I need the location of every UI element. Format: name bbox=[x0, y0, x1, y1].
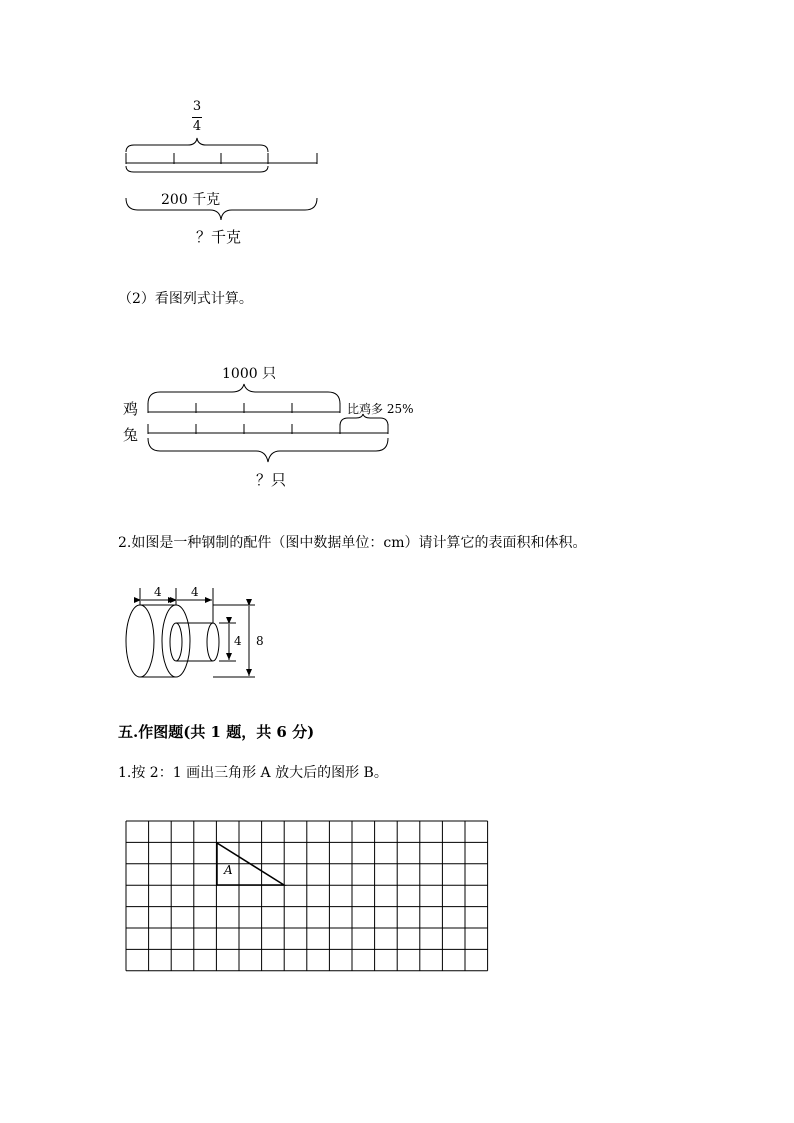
brace-under-3 bbox=[126, 166, 268, 172]
dim-label-large-diameter: 8 bbox=[256, 634, 264, 648]
brace-top-1000 bbox=[148, 384, 340, 404]
known-weight-label: 200 千克 bbox=[161, 192, 221, 208]
unknown-weight-label: ？千克 bbox=[196, 228, 242, 246]
top-count-label: 1000 只 bbox=[222, 366, 277, 382]
row-label-rabbit: 兔 bbox=[123, 426, 139, 444]
large-cylinder-back bbox=[126, 605, 154, 677]
fraction-bar bbox=[192, 117, 202, 118]
small-cylinder-back bbox=[170, 623, 182, 661]
triangle-a-label: A bbox=[224, 863, 233, 877]
section5-title: 五.作图题(共 1 题，共 6 分) bbox=[118, 723, 315, 741]
extra-percent-label: 比鸡多 25% bbox=[347, 402, 414, 416]
brace-under-whole bbox=[126, 198, 317, 220]
fraction-numerator: 3 bbox=[192, 99, 202, 114]
brace-top-3-4 bbox=[126, 138, 268, 152]
small-cylinder-front bbox=[207, 623, 219, 661]
section5-q1-text: 1.按 2：1 画出三角形 A 放大后的图形 B。 bbox=[118, 765, 388, 781]
large-cylinder-front bbox=[162, 605, 190, 677]
bottom-count-label: ？只 bbox=[256, 471, 287, 489]
brace-bottom-total bbox=[148, 438, 388, 462]
dim-label-small-diameter: 4 bbox=[234, 634, 242, 648]
dim-label-small-length: 4 bbox=[191, 585, 199, 599]
row-label-chicken: 鸡 bbox=[123, 400, 139, 418]
dim-label-large-length: 4 bbox=[154, 585, 162, 599]
fraction-denominator: 4 bbox=[192, 119, 202, 134]
q2-label: （2）看图列式计算。 bbox=[118, 291, 253, 307]
problem2-text: 2.如图是一种钢制的配件（图中数据单位：cm）请计算它的表面积和体积。 bbox=[118, 535, 587, 551]
